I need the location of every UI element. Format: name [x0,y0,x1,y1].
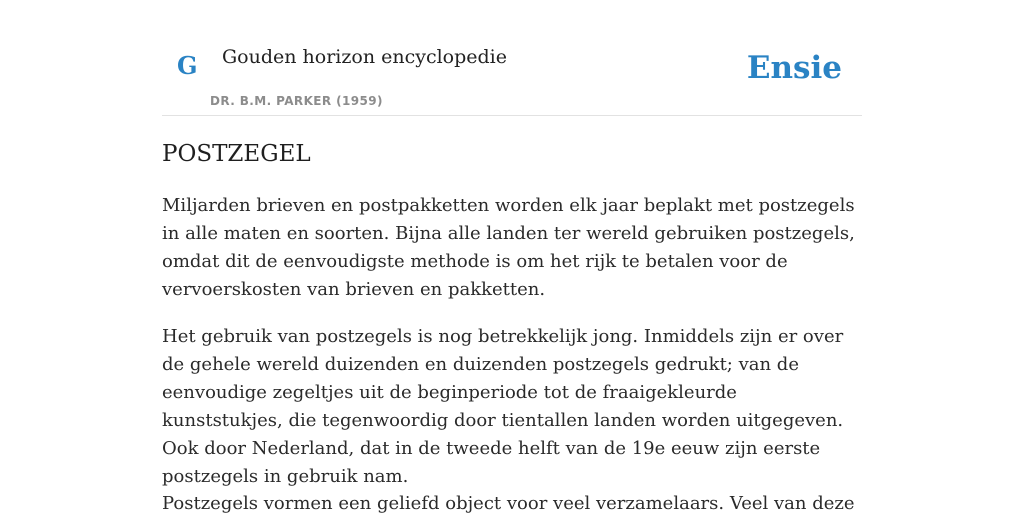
book-logo[interactable]: G [177,51,198,80]
entry-title: POSTZEGEL [162,141,311,167]
book-header [162,0,862,116]
entry-paragraph: Postzegels vormen een geliefd object voor veel verzamelaars. Veel van deze [162,493,855,514]
entry-paragraph: Het gebruik van postzegels is nog betrekkelijk jong. Inmiddels zijn er over de gehele wereld duizenden en duizenden postzegels gedrukt; van de eenvoudige zegeltjes uit de beginperiode tot de fraaigekleurde kunststukjes, die tegenwoordig door tientallen landen worden uitgegeven. Ook door Nederland, dat in de tweede helft van de 19e eeuw zijn eerste postzegels in gebruik nam. [162,326,844,487]
entry-paragraph: Miljarden brieven en postpakketten worden elk jaar beplakt met postzegels in alle maten en soorten. Bijna alle landen ter wereld gebruiken postzegels, omdat dit de eenvoudigste methode is om het rijk te betalen voor de vervoerskosten van brieven en pakketten. [162,195,855,300]
entry-page [162,0,862,514]
book-author: DR. B.M. PARKER (1959) [210,94,383,108]
brand-logo[interactable]: Ensie [746,50,842,86]
book-title[interactable]: Gouden horizon encyclopedie [222,46,507,68]
